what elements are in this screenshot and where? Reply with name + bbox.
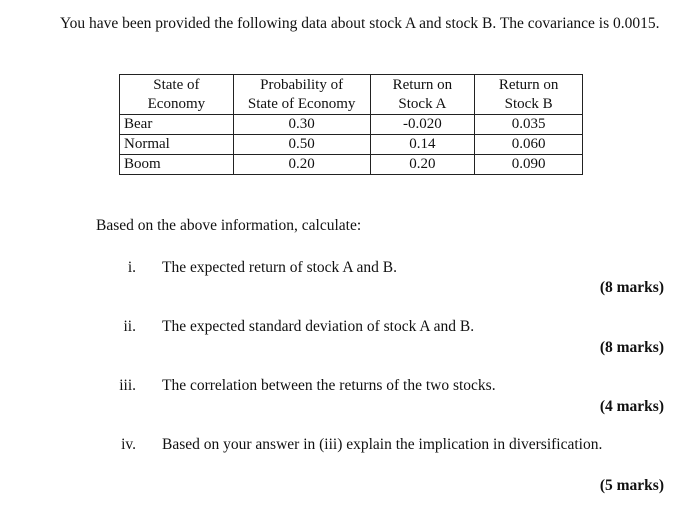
question-number: i. (127, 259, 136, 276)
header-probability: Probability of State of Economy (233, 75, 370, 115)
cell-return-b: 0.090 (475, 155, 583, 175)
table-header-row (120, 75, 583, 115)
marks-label: (8 marks) (599, 339, 664, 356)
cell-state: Bear (120, 115, 234, 135)
table-row (120, 115, 583, 135)
marks-label: (8 marks) (599, 279, 664, 296)
stock-data-table (119, 74, 583, 175)
cell-return-a: 0.14 (370, 135, 475, 155)
question-text: The expected standard deviation of stock A and B. (162, 318, 475, 335)
cell-probability: 0.50 (233, 135, 370, 155)
marks-label: (4 marks) (599, 398, 664, 415)
cell-probability: 0.20 (233, 155, 370, 175)
header-return-stock-b: Return on Stock B (475, 75, 583, 115)
question-text: The expected return of stock A and B. (162, 259, 398, 276)
question-number: iii. (119, 377, 136, 394)
question-text: The correlation between the returns of the two stocks. (162, 377, 496, 394)
cell-return-a: -0.020 (370, 115, 475, 135)
instruction-prompt: Based on the above information, calculate: (96, 217, 362, 234)
cell-return-b: 0.035 (475, 115, 583, 135)
table-row (120, 135, 583, 155)
cell-state: Normal (120, 135, 234, 155)
question-number: iv. (121, 436, 136, 453)
question-text: Based on your answer in (iii) explain the implication in diversification. (162, 436, 603, 453)
question-number: ii. (123, 318, 136, 335)
intro-paragraph: You have been provided the following data about stock A and stock B. The covariance is 0.0015. (60, 15, 660, 32)
cell-state: Boom (120, 155, 234, 175)
table-row (120, 155, 583, 175)
header-state-of-economy: State of Economy (120, 75, 234, 115)
cell-probability: 0.30 (233, 115, 370, 135)
header-return-stock-a: Return on Stock A (370, 75, 475, 115)
marks-label: (5 marks) (599, 477, 664, 494)
cell-return-a: 0.20 (370, 155, 475, 175)
cell-return-b: 0.060 (475, 135, 583, 155)
